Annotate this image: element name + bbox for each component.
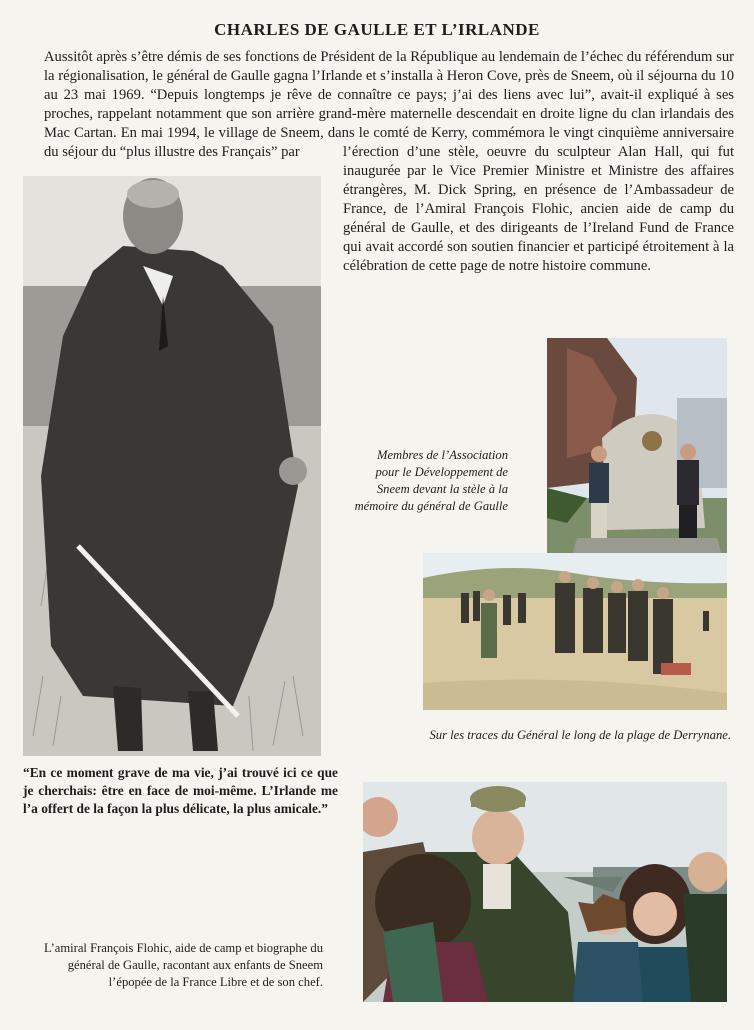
de-gaulle-photo xyxy=(23,176,321,756)
page-title: CHARLES DE GAULLE ET L’IRLANDE xyxy=(214,20,540,39)
continuation-paragraph: l’érection d’une stèle, oeuvre du sculpteur Alan Hall, qui fut inaugurée par le Vice Premier Ministre et Ministre des affaires étrangères, M. Dick Spring, en présence de l’Ambassadeur de France, de l’Amiral François Flohic, ancien aide de camp du général de Gaulle, et des dirigeants de l’Ireland Fund de France qui avait accordé son soutien financier et participé étroitement à la célébration de cette page de notre histoire commune. xyxy=(343,144,734,274)
caption-monument: Membres de l’Association pour le Développement de Sneem devant la stèle à la mémoire du général de Gaulle xyxy=(354,448,508,513)
de-gaulle-quote: “En ce moment grave de ma vie, j’ai trouvé ici ce que je cherchais: être en face de moi-même. L’Irlande me l’a offert de la façon la plus délicate, la plus amicale.” xyxy=(23,765,338,816)
children-photo xyxy=(363,782,727,1002)
caption-children: L’amiral François Flohic, aide de camp et biographe du général de Gaulle, racontant aux enfants de Sneem l’épopée de la France Libre et de son chef. xyxy=(44,941,323,989)
beach-photo xyxy=(423,553,727,710)
monument-photo xyxy=(547,338,727,563)
intro-paragraph: Aussitôt après s’être démis de ses fonctions de Président de la République au lendemain de l’échec du référendum sur la régionalisation, le général de Gaulle gagna l’Irlande et s’installa à Heron Cove, près de Sneem, où il séjourna du 10 au 23 mai 1969. “Depuis longtemps je rêve de connaître ce pays; j’ai des liens avec lui”, avait-il expliqué à ses proches, rappelant notamment que son arrière grand-mère maternelle descendait en droite ligne du clan irlandais des Mac Cartan. En mai 1994, le village de Sneem, dans le comté de Kerry, commémora le vingt cinquième anniversaire du séjour du “plus illustre des Français” par xyxy=(44,49,734,160)
caption-beach: Sur les traces du Général le long de la plage de Derrynane. xyxy=(429,728,731,742)
